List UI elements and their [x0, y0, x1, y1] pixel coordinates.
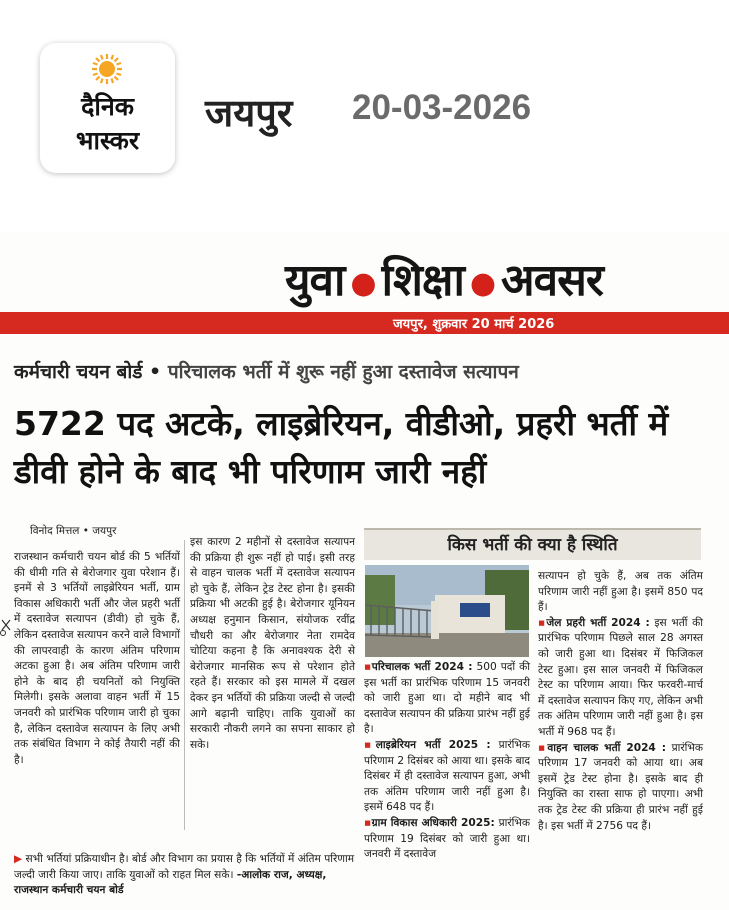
masthead-word-1: युवा: [285, 255, 345, 306]
status-item-conductor: ▪परिचालक भर्ती 2024 : 500 पदों की इस भर्ती का प्रारंभिक परिणाम 15 जनवरी को जारी हुआ था। दो महीने बाद भी दस्तावेज सत्यापन की प्रक्रिया प्रारंभ नहीं हुई है।: [364, 661, 530, 736]
edition-date: 20-03-2026: [352, 88, 532, 127]
city-label: जयपुर: [205, 91, 293, 135]
masthead-word-2: शिक्षा: [381, 255, 464, 306]
dateline-text: जयपुर, शुक्रवार 20 मार्च 2026: [393, 317, 555, 332]
status-item-driver: ▪वाहन चालक भर्ती 2024 : प्रारंभिक परिणाम 17 जनवरी को आया था। अब इसमें ट्रेड टेस्ट होना है। इसके बाद ही नियुक्ति का रास्ता साफ हो पाएगा। अभी तक ट्रेड टेस्ट की प्रक्रिया ही प्रारंभ नहीं हुई है। इस भर्ती में 2756 पद हैं।: [538, 741, 704, 832]
status-item-librarian: ▪लाइब्रेरियन भर्ती 2025 : प्रारंभिक परिणाम 2 दिसंबर को आया था। इसके बाद दिसंबर में ही दस्तावेज सत्यापन हुआ, अभी तक अंतिम परिणाम जारी नहीं हुआ है। इसमें 648 पद हैं।: [364, 738, 531, 814]
kicker: [14, 358, 519, 384]
dainik-bhaskar-logo: [40, 43, 175, 173]
status-vdo-continued: सत्यापन हो चुके हैं, अब तक अंतिम परिणाम जारी नहीं हुआ है। इसमें 850 पद हैं।: [538, 570, 703, 614]
article-column-1: राजस्थान कर्मचारी चयन बोर्ड की 5 भर्तियों की धीमी गति से बेरोजगार युवा परेशान हैं। इनमें से 3 भर्तियों लाइब्रेरियन भर्ती, ग्राम विकास अधिकारी भर्ती और जेल प्रहरी भर्ती में दस्तावेज सत्यापन (डीवी) हो चुके हैं, लेकिन दस्तावेज सत्यापन करने वाले विभागों की लापरवाही के कारण अंतिम परिणाम अटका हुआ है। अब अंतिम परिणाम जारी होने के बाद ही चयनितों को नियुक्ति मिलेगी। इसके अलावा वाहन भर्ती में 15 जनवरी को प्रारंभिक परिणाम जारी हो चुका है, लेकिन दस्तावेज सत्यापन के लिए अभी तक संबंधित विभाग ने कोई तैयारी नहीं की है।: [14, 551, 180, 766]
quote-signature: -आलोक राज, अध्यक्ष, राजस्थान कर्मचारी चयन बोर्ड: [14, 868, 327, 897]
article-column-2: इस कारण 2 महीनों से दस्तावेज सत्यापन की प्रक्रिया ही शुरू नहीं हो पाई। इसी तरह से वाहन चालक भर्ती में दस्तावेज सत्यापन हो चुके हैं, लेकिन ट्रेड टेस्ट होना है। इसकी प्रक्रिया भी अटकी हुई है। बेरोजगार यूनियन अध्यक्ष हनुमान किसान, संयोजक रवींद्र चौधरी का और बेरोजगार नेता रामदेव चोटिया कहना है कि अनावश्यक देरी से बेरोजगार मानसिक रूप से परेशान होते रहते हैं। सरकार को इस मामले में दखल देकर इन भर्तियों की प्रक्रिया जल्दी से जल्दी आगे बढ़ानी चाहिए। ताकि युवाओं का सरकारी नौकरी लगने का सपना साकार हो सके।: [190, 536, 355, 751]
office-gate-photo: [365, 565, 529, 657]
quote-text: सभी भर्तियां प्रक्रियाधीन है। बोर्ड और विभाग का प्रयास है कि भर्तियों में अंतिम परिणाम जल्दी जारी किया जाए। ताकि युवाओं को राहत मिल सके।: [14, 853, 355, 881]
pull-quote: [14, 852, 359, 899]
status-box-title: किस भर्ती की क्या है स्थिति: [364, 528, 701, 560]
logo-line-1: दैनिक: [81, 92, 134, 121]
scissors-icon: [0, 618, 12, 638]
quote-bullet-icon: ▶: [14, 853, 23, 865]
kicker-subtopic: परिचालक भर्ती में शुरू नहीं हुआ दस्तावेज सत्यापन: [167, 361, 519, 383]
masthead-word-3: अवसर: [501, 255, 603, 306]
dateline-bar: [0, 312, 729, 334]
byline: विनोद मित्तल • जयपुर: [30, 525, 117, 537]
section-masthead: युवा ● शिक्षा ● अवसर: [285, 255, 603, 306]
kicker-topic: कर्मचारी चयन बोर्ड •: [14, 361, 162, 383]
status-item-vdo: ▪ग्राम विकास अधिकारी 2025: प्रारंभिक परिणाम 19 दिसंबर को जारी हुआ था। जनवरी में दस्तावेज: [364, 816, 531, 861]
column-divider: [184, 540, 185, 830]
logo-line-2: भास्कर: [75, 126, 140, 155]
status-column-1: [364, 660, 530, 863]
headline: 5722 पद अटके, लाइब्रेरियन, वीडीओ, प्रहरी भर्ती में डीवी होने के बाद भी परिणाम जारी नहीं: [14, 404, 669, 491]
status-column-2: [538, 569, 703, 834]
status-item-jail-guard: ▪जेल प्रहरी भर्ती 2024 : इस भर्ती की प्रारंभिक परिणाम पिछले साल 28 अगस्त को जारी हुआ था। दिसंबर में फिजिकल टेस्ट हुआ। इस साल जनवरी में फिजिकल टेस्ट का परिणाम आया। फिर फरवरी-मार्च में दस्तावेज सत्यापन किए गए, लेकिन अभी तक अंतिम परिणाम जारी नहीं हुआ है। इस भर्ती में 968 पद हैं।: [538, 616, 703, 738]
sun-icon: [91, 53, 123, 85]
